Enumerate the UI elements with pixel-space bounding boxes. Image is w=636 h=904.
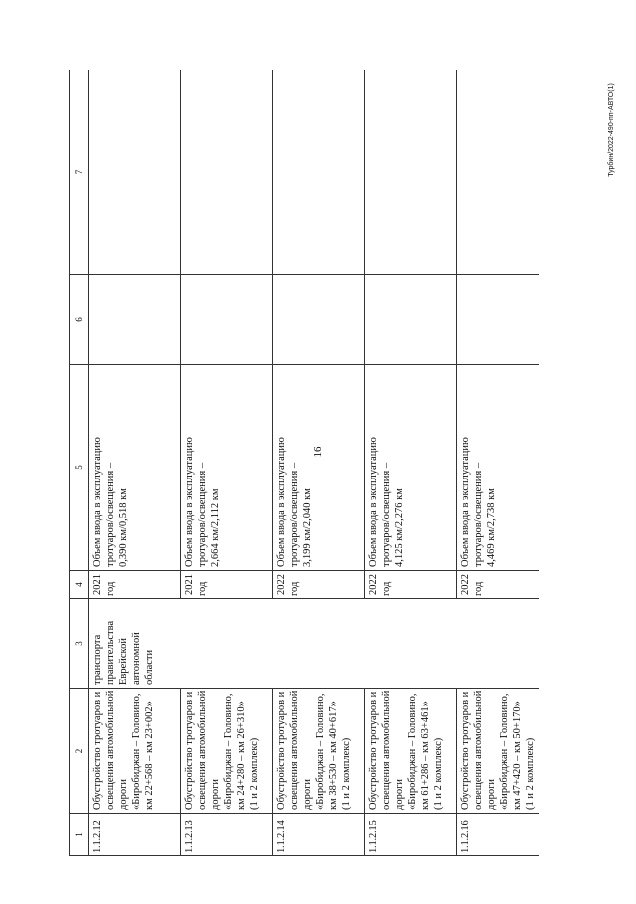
result-cell: Объем ввода в эксплуатацию тротуаров/освещения – 2,664 км/2,112 км: [181, 365, 273, 571]
table-row: [457, 70, 540, 856]
event-description: Обустройство тротуаров и освещения автомобильной дороги «Биробиджан – Головино, км 38+530 – км 40+617» (1 и 2 комплекс): [273, 689, 365, 814]
year-unit: год: [105, 581, 116, 596]
header-col-6: 6: [70, 275, 89, 365]
header-row: [70, 70, 89, 856]
year-cell: [273, 571, 365, 599]
header-col-2: 2: [70, 689, 89, 814]
result-cell: Объем ввода в эксплуатацию тротуаров/освещения – 3,199 км/2,040 км: [273, 365, 365, 571]
year-unit: год: [197, 581, 208, 596]
year-value: 2021: [184, 574, 195, 595]
header-col-3: 3: [70, 599, 89, 689]
result-cell: Объем ввода в эксплуатацию тротуаров/освещения – 0,390 км/0,518 км: [89, 365, 181, 571]
year-value: 2022: [460, 574, 471, 595]
header-col-5: 5: [70, 365, 89, 571]
responsible-org: [89, 599, 181, 689]
responsible-org-continued: [273, 599, 365, 689]
result-cell: Объем ввода в эксплуатацию тротуаров/освещения – 4,469 км/2,738 км: [457, 365, 540, 571]
rotated-table-content: [69, 70, 539, 856]
event-description: Обустройство тротуаров и освещения автомобильной дороги «Биробиджан – Головино, км 24+280 – км 26+310» (1 и 2 комплекс): [181, 689, 273, 814]
header-col-1: 1: [70, 814, 89, 856]
year-cell: [365, 571, 457, 599]
year-value: 2021: [92, 574, 103, 595]
year-value: 2022: [276, 574, 287, 595]
col7-cell: [89, 70, 181, 275]
row-number: 1.1.2.16: [457, 814, 540, 856]
table-row: [273, 70, 365, 856]
year-unit: год: [381, 581, 392, 596]
row-number: 1.1.2.13: [181, 814, 273, 856]
col7-cell: [273, 70, 365, 275]
col6-cell: [273, 275, 365, 365]
year-value: 2022: [368, 574, 379, 595]
table-row: [365, 70, 457, 856]
event-description: Обустройство тротуаров и освещения автомобильной дороги «Биробиджан – Головино, км 22+568 – км 23+002»: [89, 689, 181, 814]
program-table: [69, 70, 539, 856]
col6-cell: [181, 275, 273, 365]
rotated-table-frame: [69, 70, 539, 856]
col6-cell: [365, 275, 457, 365]
header-col-7: 7: [70, 70, 89, 275]
year-cell: [89, 571, 181, 599]
col7-cell: [181, 70, 273, 275]
responsible-org-continued: [181, 599, 273, 689]
row-number: 1.1.2.14: [273, 814, 365, 856]
row-number: 1.1.2.12: [89, 814, 181, 856]
col7-cell: [457, 70, 540, 275]
responsible-org-continued: [457, 599, 540, 689]
table-row: [181, 70, 273, 856]
col7-cell: [365, 70, 457, 275]
event-description: Обустройство тротуаров и освещения автомобильной дороги «Биробиджан – Головино, км 61+286 – км 63+461» (1 и 2 комплекс): [365, 689, 457, 814]
year-unit: год: [473, 581, 484, 596]
responsible-org-continued: [365, 599, 457, 689]
header-col-4: 4: [70, 571, 89, 599]
row-number: 1.1.2.15: [365, 814, 457, 856]
year-unit: год: [289, 581, 300, 596]
year-cell: [457, 571, 540, 599]
event-description: Обустройство тротуаров и освещения автомобильной дороги «Биробиджан – Головино, км 47+420 – км 50+170» (1 и 2 комплекс): [457, 689, 540, 814]
responsible-org-text: транспорта правительства Еврейской автономной области: [92, 620, 155, 685]
document-id: Турбин/2022-490-пп-АВТО(1): [608, 83, 615, 177]
result-cell: Объем ввода в эксплуатацию тротуаров/освещения – 4,125 км/2,276 км: [365, 365, 457, 571]
col6-cell: [89, 275, 181, 365]
col6-cell: [457, 275, 540, 365]
table-row: [89, 70, 181, 856]
page-number: 16: [312, 446, 324, 458]
year-cell: [181, 571, 273, 599]
